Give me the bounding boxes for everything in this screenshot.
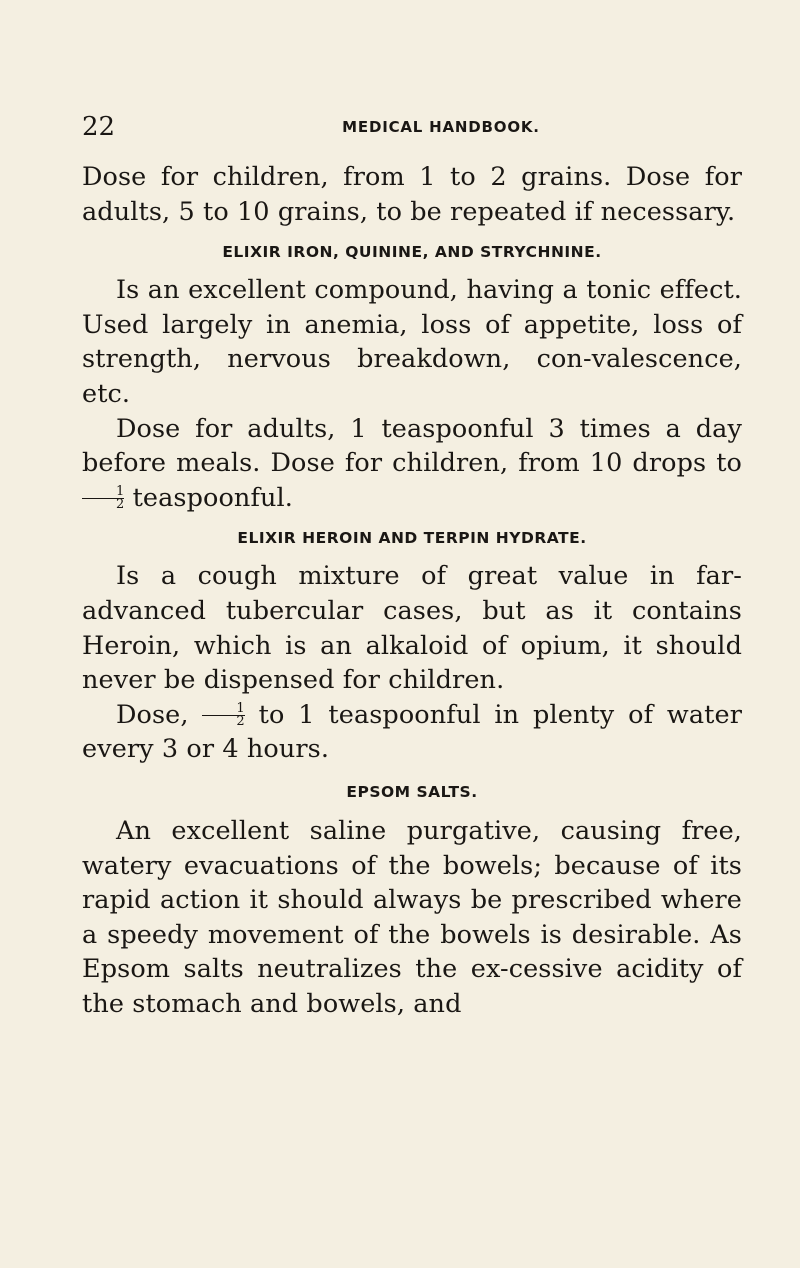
paragraph-elixir-heroin-description: Is a cough mixture of great value in far-advanced tubercular cases, but as it contains Heroin, which is an alkaloid of opium, it should never be dispensed for children. xyxy=(82,561,742,696)
heading-elixir-heroin-terpin-hydrate: ELIXIR HEROIN AND TERPIN HYDRATE. xyxy=(237,529,587,548)
paragraph-elixir-heroin-dose xyxy=(82,698,742,767)
heroin-dose-text-start: Dose, xyxy=(116,699,203,730)
fraction-numerator: 1 xyxy=(202,703,244,716)
running-title: MEDICAL HANDBOOK. xyxy=(342,118,540,136)
body-text xyxy=(82,160,742,1021)
paragraph-epsom-salts-description: An excellent saline purgative, causing free, watery evacuations of the bowels; because of its rapid action it should always be prescribed where a speedy movement of the bowels is desirable. As Epsom salts neutralizes the ex-cessive acidity of the stomach and bowels, and xyxy=(82,815,742,1019)
fraction-half-heroin xyxy=(202,703,244,728)
paragraph-elixir-iron-dose xyxy=(82,412,742,516)
fraction-numerator: 1 xyxy=(82,486,124,499)
heading-epsom-salts: EPSOM SALTS. xyxy=(346,782,478,801)
fraction-denominator: 2 xyxy=(116,497,125,513)
fraction-denominator: 2 xyxy=(236,714,245,730)
dose-text-end: teaspoonful. xyxy=(124,482,293,513)
heading-elixir-iron-quinine-strychnine: ELIXIR IRON, QUININE, AND STRYCHNINE. xyxy=(222,243,602,262)
heroin-dose-text-end: to 1 teaspoonful in plenty of water every 3 or 4 hours. xyxy=(82,699,742,765)
page-number: 22 xyxy=(82,112,116,142)
dose-text-start: Dose for adults, 1 teaspoonful 3 times a day before meals. Dose for children, from 10 drops to xyxy=(82,413,742,479)
paragraph-elixir-iron-description: Is an excellent compound, having a tonic effect. Used largely in anemia, loss of appetite, loss of strength, nervous breakdown, con-valescence, etc. xyxy=(82,275,742,409)
paragraph-dose-children-adults: Dose for children, from 1 to 2 grains. Dose for adults, 5 to 10 grains, to be repeated if necessary. xyxy=(82,162,742,227)
page-header xyxy=(82,112,740,142)
fraction-half xyxy=(82,486,124,511)
